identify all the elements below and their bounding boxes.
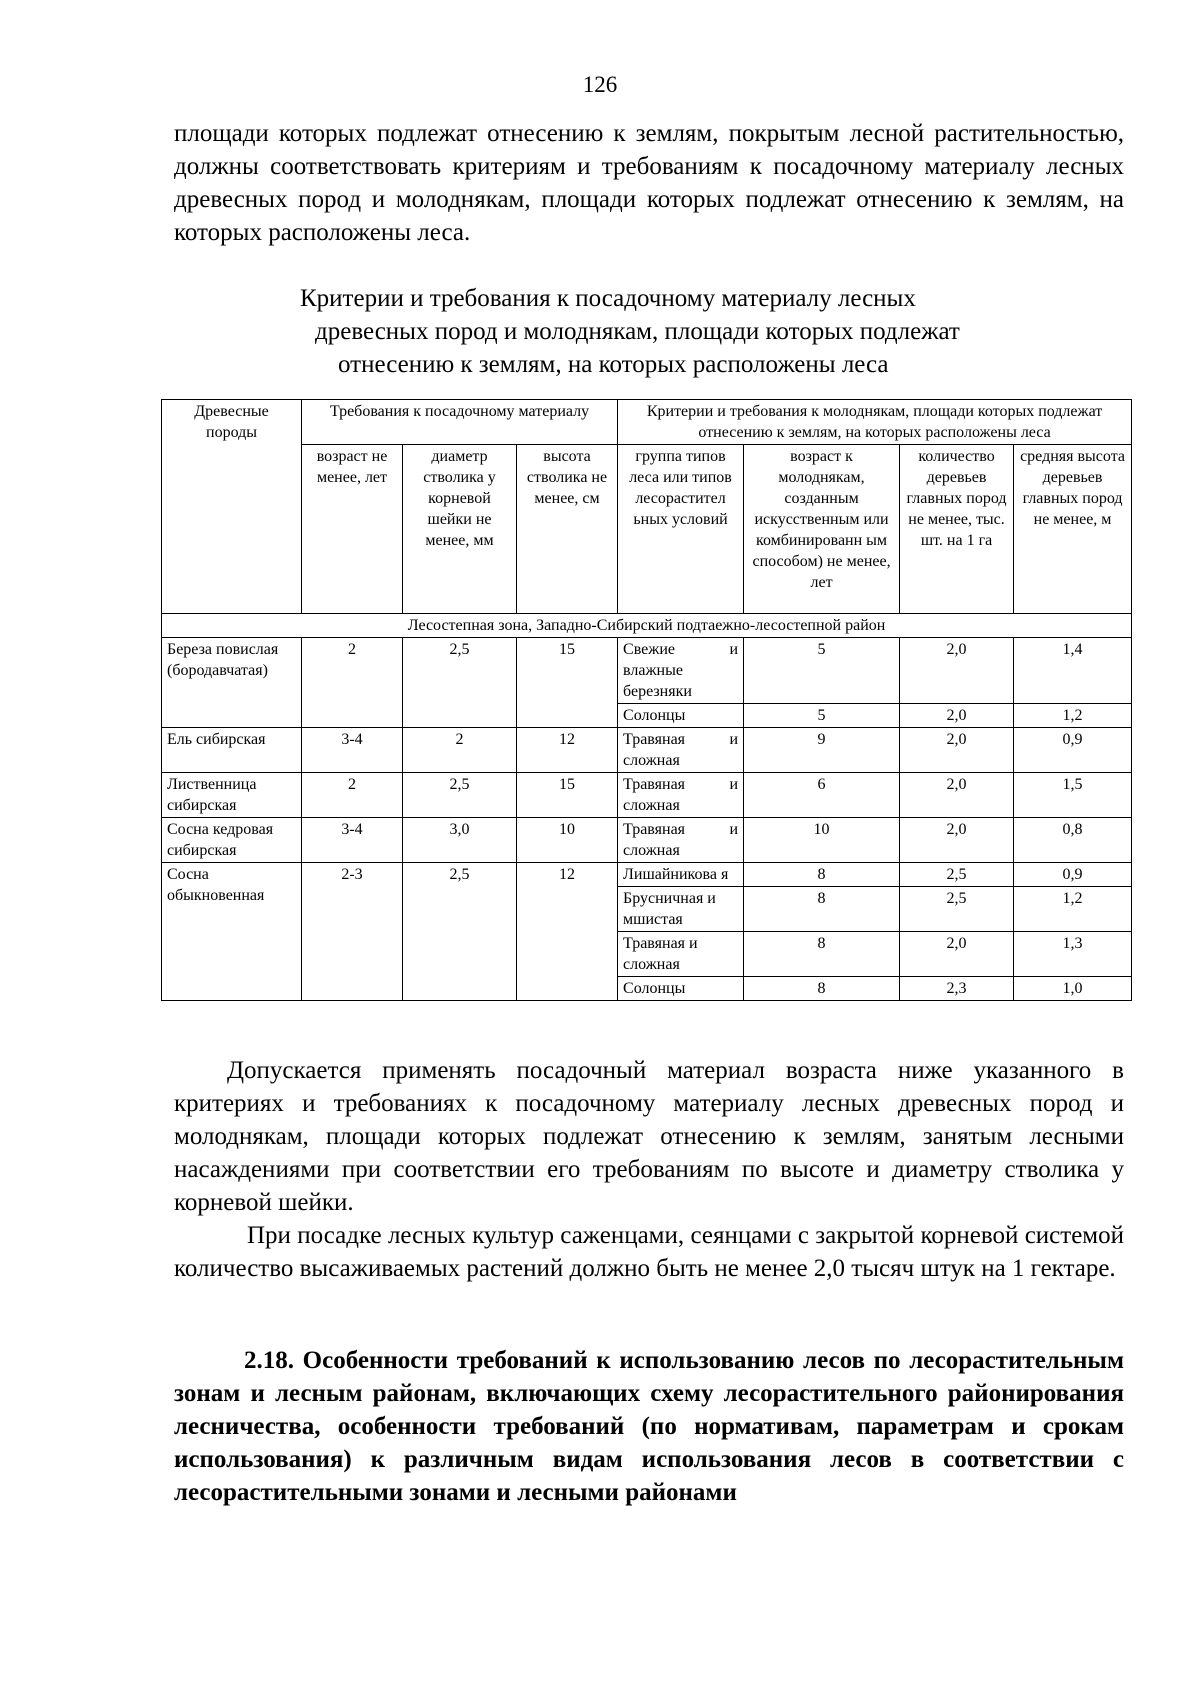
- header-tree-count: количество деревьев главных пород не менее, тыс. шт. на 1 га: [900, 445, 1014, 614]
- species-name-cell: Сосна кедровая сибирская: [162, 818, 302, 863]
- young-age-cell: 9: [744, 728, 900, 773]
- planting-diameter-cell: 3,0: [403, 818, 517, 863]
- planting-age-cell: 3-4: [302, 728, 403, 773]
- table-row: [162, 863, 1132, 887]
- forest-type-cell: [618, 638, 744, 704]
- forest-type-rest: сложная: [623, 842, 680, 859]
- table-caption: [0, 282, 1200, 381]
- table-header-row-2: [162, 445, 1132, 614]
- planting-age-cell: 2: [302, 638, 403, 728]
- forest-type-first-line: [623, 819, 738, 840]
- species-name-cell: Ель сибирская: [162, 728, 302, 773]
- planting-diameter-cell: 2,5: [403, 863, 517, 1001]
- young-age-cell: 10: [744, 818, 900, 863]
- table-row: [162, 638, 1132, 704]
- planting-height-cell: 12: [517, 863, 618, 1001]
- tree-count-cell: 2,0: [900, 773, 1014, 818]
- avg-height-cell: 1,4: [1014, 638, 1132, 704]
- forest-type-cell: Солонцы: [618, 704, 744, 728]
- young-age-cell: 8: [744, 932, 900, 977]
- avg-height-cell: 1,5: [1014, 773, 1132, 818]
- paragraph-planting-age: Допускается применять посадочный материал возраста ниже указанного в критериях и требованиях к посадочному материалу лесных древесных пород и молоднякам, площади которых подлежат отнесению к землям, занятым лесными насаждениями при соответствии его требованиям по высоте и диаметру стволика у корневой шейки.: [174, 1057, 1124, 1216]
- zone-label: Лесостепная зона, Западно-Сибирский подтаежно-лесостепной район: [162, 614, 1132, 638]
- forest-type-word: Травяная: [623, 821, 686, 838]
- table-body: [162, 400, 1132, 1001]
- planting-height-cell: 12: [517, 728, 618, 773]
- avg-height-cell: 1,3: [1014, 932, 1132, 977]
- intro-paragraph: площади которых подлежат отнесению к землям, покрытым лесной растительностью, должны соответствовать критериям и требованиям к посадочному материалу лесных древесных пород и молоднякам, площади которых подлежат отнесению к землям, на которых расположены леса.: [174, 120, 1124, 246]
- tree-count-cell: 2,5: [900, 887, 1014, 932]
- forest-type-word: Свежие: [623, 641, 675, 658]
- tree-count-cell: 2,5: [900, 863, 1014, 887]
- paragraph-planting-density: При посадке лесных культур саженцами, сеянцами с закрытой корневой системой количество высаживаемых растений должно быть не менее 2,0 тысяч штук на 1 гектаре.: [174, 1222, 1124, 1282]
- forest-type-cell: [618, 818, 744, 863]
- species-name-cell: Лиственница сибирская: [162, 773, 302, 818]
- forest-type-conj: и: [729, 821, 739, 838]
- avg-height-cell: 1,2: [1014, 887, 1132, 932]
- young-age-cell: 8: [744, 863, 900, 887]
- table-row: [162, 728, 1132, 773]
- table-header-row-1: [162, 400, 1132, 445]
- caption-line-1: Критерии и требования к посадочному материалу лесных: [300, 285, 916, 312]
- table-row: [162, 818, 1132, 863]
- tree-count-cell: 2,0: [900, 728, 1014, 773]
- tree-count-cell: 2,0: [900, 932, 1014, 977]
- young-age-cell: 6: [744, 773, 900, 818]
- header-young-age: возраст к молоднякам, созданным искусственным или комбинированн ым способом) не менее, лет: [744, 445, 900, 614]
- forest-type-rest: сложная: [623, 752, 680, 769]
- planting-diameter-cell: 2: [403, 728, 517, 773]
- avg-height-cell: 0,8: [1014, 818, 1132, 863]
- forest-type-conj: и: [729, 641, 739, 658]
- header-diameter: диаметр стволика у корневой шейки не менее, мм: [403, 445, 517, 614]
- forest-type-word: Травяная: [623, 776, 686, 793]
- header-forest-type: группа типов леса или типов лесорастител ьных условий: [618, 445, 744, 614]
- planting-age-cell: 3-4: [302, 818, 403, 863]
- species-name-cell: Сосна обыкновенная: [162, 863, 302, 1001]
- forest-type-word: Травяная: [623, 731, 686, 748]
- requirements-table: [161, 399, 1132, 1001]
- planting-height-cell: 10: [517, 818, 618, 863]
- forest-type-cell: Солонцы: [618, 977, 744, 1001]
- tree-count-cell: 2,0: [900, 704, 1014, 728]
- planting-height-cell: 15: [517, 773, 618, 818]
- forest-type-cell: [618, 728, 744, 773]
- forest-type-cell: Травяная и сложная: [618, 932, 744, 977]
- planting-diameter-cell: 2,5: [403, 773, 517, 818]
- young-age-cell: 8: [744, 977, 900, 1001]
- header-planting-group: Требования к посадочному материалу: [302, 400, 618, 445]
- caption-line-3: отнесению к землям, на которых расположены леса: [338, 351, 889, 378]
- header-height: высота стволика не менее, см: [517, 445, 618, 614]
- zone-row: [162, 614, 1132, 638]
- avg-height-cell: 0,9: [1014, 728, 1132, 773]
- forest-type-rest: влажные березняки: [623, 662, 692, 700]
- header-species: Древесные породы: [162, 400, 302, 614]
- table-row: [162, 773, 1132, 818]
- forest-type-cell: [618, 773, 744, 818]
- young-age-cell: 5: [744, 704, 900, 728]
- section-heading: 2.18. Особенности требований к использованию лесов по лесорастительным зонам и лесным районам, включающих схему лесорастительного районирования лесничества, особенности требований (по нормативам, параметрам и срокам использования) к различным видам использования лесов в соответствии с лесорастительными зонами и лесными районами: [174, 1347, 1124, 1506]
- species-name-cell: Береза повислая (бородавчатая): [162, 638, 302, 728]
- header-young-group: Критерии и требования к молоднякам, площади которых подлежат отнесению к землям, на которых расположены леса: [618, 400, 1132, 445]
- tree-count-cell: 2,3: [900, 977, 1014, 1001]
- forest-type-conj: и: [729, 731, 739, 748]
- header-age: возраст не менее, лет: [302, 445, 403, 614]
- avg-height-cell: 0,9: [1014, 863, 1132, 887]
- header-avg-height: средняя высота деревьев главных пород не менее, м: [1014, 445, 1132, 614]
- tree-count-cell: 2,0: [900, 818, 1014, 863]
- planting-age-cell: 2: [302, 773, 403, 818]
- forest-type-first-line: [623, 639, 738, 660]
- young-age-cell: 5: [744, 638, 900, 704]
- caption-line-2: древесных пород и молоднякам, площади которых подлежат: [315, 318, 960, 345]
- forest-type-rest: сложная: [623, 797, 680, 814]
- planting-diameter-cell: 2,5: [403, 638, 517, 728]
- avg-height-cell: 1,0: [1014, 977, 1132, 1001]
- avg-height-cell: 1,2: [1014, 704, 1132, 728]
- page-number: 126: [582, 72, 618, 97]
- tree-count-cell: 2,0: [900, 638, 1014, 704]
- planting-age-cell: 2-3: [302, 863, 403, 1001]
- young-age-cell: 8: [744, 887, 900, 932]
- forest-type-cell: Брусничная и мшистая: [618, 887, 744, 932]
- forest-type-first-line: [623, 774, 738, 795]
- forest-type-first-line: [623, 729, 738, 750]
- forest-type-conj: и: [729, 776, 739, 793]
- planting-height-cell: 15: [517, 638, 618, 728]
- forest-type-cell: Лишайникова я: [618, 863, 744, 887]
